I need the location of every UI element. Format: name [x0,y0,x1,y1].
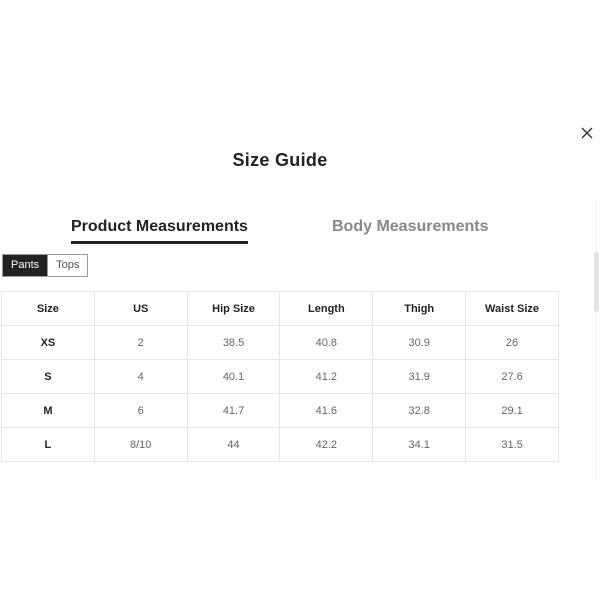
tab-product-measurements[interactable]: Product Measurements [71,218,248,244]
size-table [1,291,559,462]
table-cell: 34.1 [373,428,466,462]
scrollbar-thumb[interactable] [594,252,599,312]
table-cell: 41.7 [187,394,280,428]
table-cell: L [2,428,95,462]
table-cell: 8/10 [94,428,187,462]
table-cell: 32.8 [373,394,466,428]
table-cell: 38.5 [187,326,280,360]
table-cell: 31.9 [373,360,466,394]
column-header-length: Length [280,292,373,326]
table-cell: XS [2,326,95,360]
table-row [2,428,559,462]
modal-title: Size Guide [232,150,328,170]
table-cell: 26 [466,326,559,360]
column-header-waist-size: Waist Size [466,292,559,326]
table-cell: M [2,394,95,428]
close-icon[interactable] [578,124,596,142]
table-row [2,360,559,394]
table-cell: 40.8 [280,326,373,360]
scroll-track [596,200,597,480]
table-row [2,326,559,360]
column-header-hip-size: Hip Size [187,292,280,326]
table-cell: 6 [94,394,187,428]
column-header-thigh: Thigh [373,292,466,326]
column-header-size: Size [2,292,95,326]
table-cell: 42.2 [280,428,373,462]
table-cell: 27.6 [466,360,559,394]
table-cell: 30.9 [373,326,466,360]
column-header-us: US [94,292,187,326]
tab-body-measurements[interactable]: Body Measurements [332,218,489,235]
table-cell: 40.1 [187,360,280,394]
table-cell: 41.2 [280,360,373,394]
table-cell: S [2,360,95,394]
table-cell: 29.1 [466,394,559,428]
table-cell: 31.5 [466,428,559,462]
table-cell: 44 [187,428,280,462]
table-row [2,394,559,428]
table-cell: 41.6 [280,394,373,428]
table-header-row [2,292,559,326]
table-cell: 4 [94,360,187,394]
table-cell: 2 [94,326,187,360]
toggle-pants-button[interactable]: Pants [3,255,47,276]
category-toggle [2,254,88,277]
toggle-tops-button[interactable]: Tops [47,255,87,276]
